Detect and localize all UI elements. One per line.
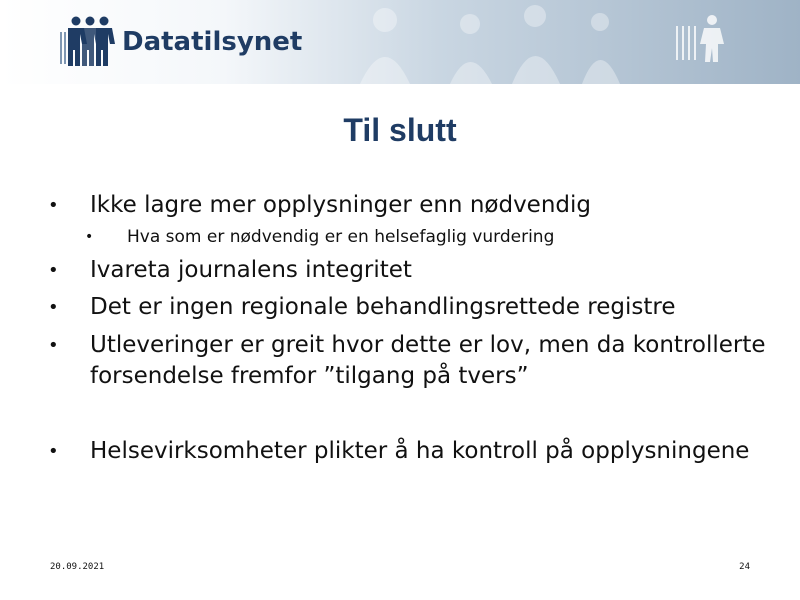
footer-date: 20.09.2021 <box>50 562 105 572</box>
bullet-icon: • <box>48 335 59 356</box>
bullet-icon: • <box>48 195 59 216</box>
bullet-text: Helsevirksomheter plikter å ha kontroll på opplysningene <box>90 438 750 464</box>
bullet-icon: • <box>48 260 59 281</box>
brand-name: Datatilsynet <box>122 27 303 57</box>
bullet-text: Ivareta journalens integritet <box>90 257 412 283</box>
bullet-text: Utleveringer er greit hvor dette er lov, men da kontrollerte forsendelse fremfor ”tilgang på tvers” <box>90 332 766 389</box>
bullet-icon: • <box>48 441 59 462</box>
bullet-icon: • <box>48 297 59 318</box>
sub-bullet-text: Hva som er nødvendig er en helsefaglig vurdering <box>127 227 555 247</box>
page-number: 24 <box>739 562 750 572</box>
bullet-text: Det er ingen regionale behandlingsrettede registre <box>90 294 676 320</box>
bullet-icon: • <box>85 229 94 245</box>
bullet-text: Ikke lagre mer opplysninger enn nødvendig <box>90 192 591 218</box>
slide-title: Til slutt <box>343 112 457 148</box>
